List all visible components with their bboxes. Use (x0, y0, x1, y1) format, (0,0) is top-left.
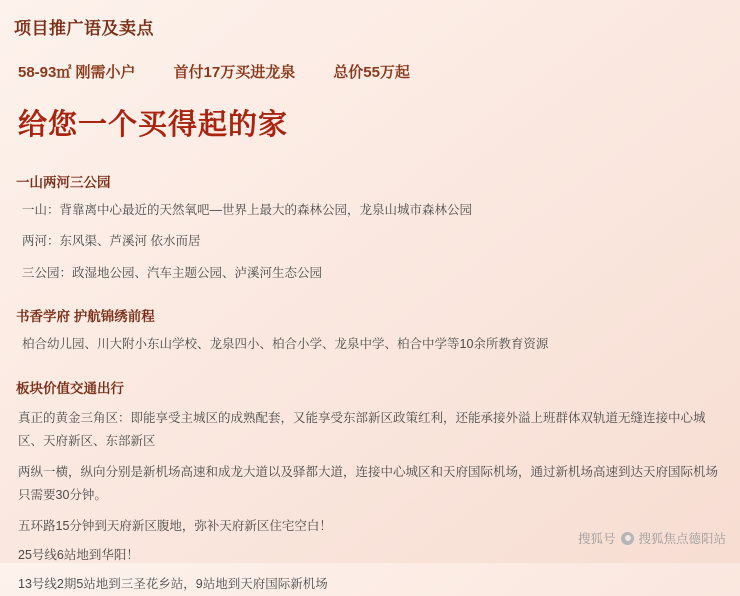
sohu-logo-icon (621, 532, 634, 545)
section-heading: 书香学府 护航锦绣前程 (16, 305, 724, 325)
section-heading: 板块价值交通出行 (16, 377, 724, 397)
section-line: 三公园：政湿地公园、汽车主题公园、泸溪河生态公园 (22, 264, 724, 283)
section-education (12, 305, 724, 354)
section-mountain-rivers-parks (12, 171, 724, 283)
section-paragraph: 13号线2期5站地到三圣花乡站，9站地到天府国际新机场 (18, 573, 718, 596)
watermark-name: 搜狐焦点德阳站 (638, 529, 726, 547)
selling-point-total-price: 总价55万起 (333, 61, 410, 82)
headline-slogan: 给您一个买得起的家 (18, 102, 724, 143)
selling-point-downpayment: 首付17万买进龙泉 (174, 61, 296, 82)
section-heading: 一山两河三公园 (16, 171, 724, 191)
section-line: 一山：背靠离中心最近的天然氧吧—世界上最大的森林公园，龙泉山城市森林公园 (22, 201, 724, 220)
section-transportation (12, 377, 724, 596)
section-line: 两河：东风渠、芦溪河 依水而居 (22, 232, 724, 251)
page-title: 项目推广语及卖点 (14, 14, 724, 39)
selling-point-area: 58-93㎡ 刚需小户 (18, 61, 136, 82)
watermark-prefix: 搜狐号 (578, 529, 616, 547)
selling-point-row (18, 61, 724, 82)
section-paragraph: 真正的黄金三角区：即能享受主城区的成熟配套，又能享受东部新区政策红利，还能承接外溢上班群体双轨道无缝连接中心城区、天府新区、东部新区 (18, 407, 718, 453)
watermark (578, 529, 726, 547)
section-paragraph: 25号线6站地到华阳！ (18, 544, 718, 567)
section-paragraph: 两纵一横，纵向分别是新机场高速和成龙大道以及驿都大道，连接中心城区和天府国际机场，通过新机场高速到达天府国际机场只需要30分钟。 (18, 461, 718, 507)
section-line: 柏合幼儿园、川大附小东山学校、龙泉四小、柏合小学、龙泉中学、柏合中学等10余所教育资源 (22, 335, 724, 354)
section-paragraph: 五环路15分钟到天府新区腹地，弥补天府新区住宅空白！ (18, 515, 718, 538)
